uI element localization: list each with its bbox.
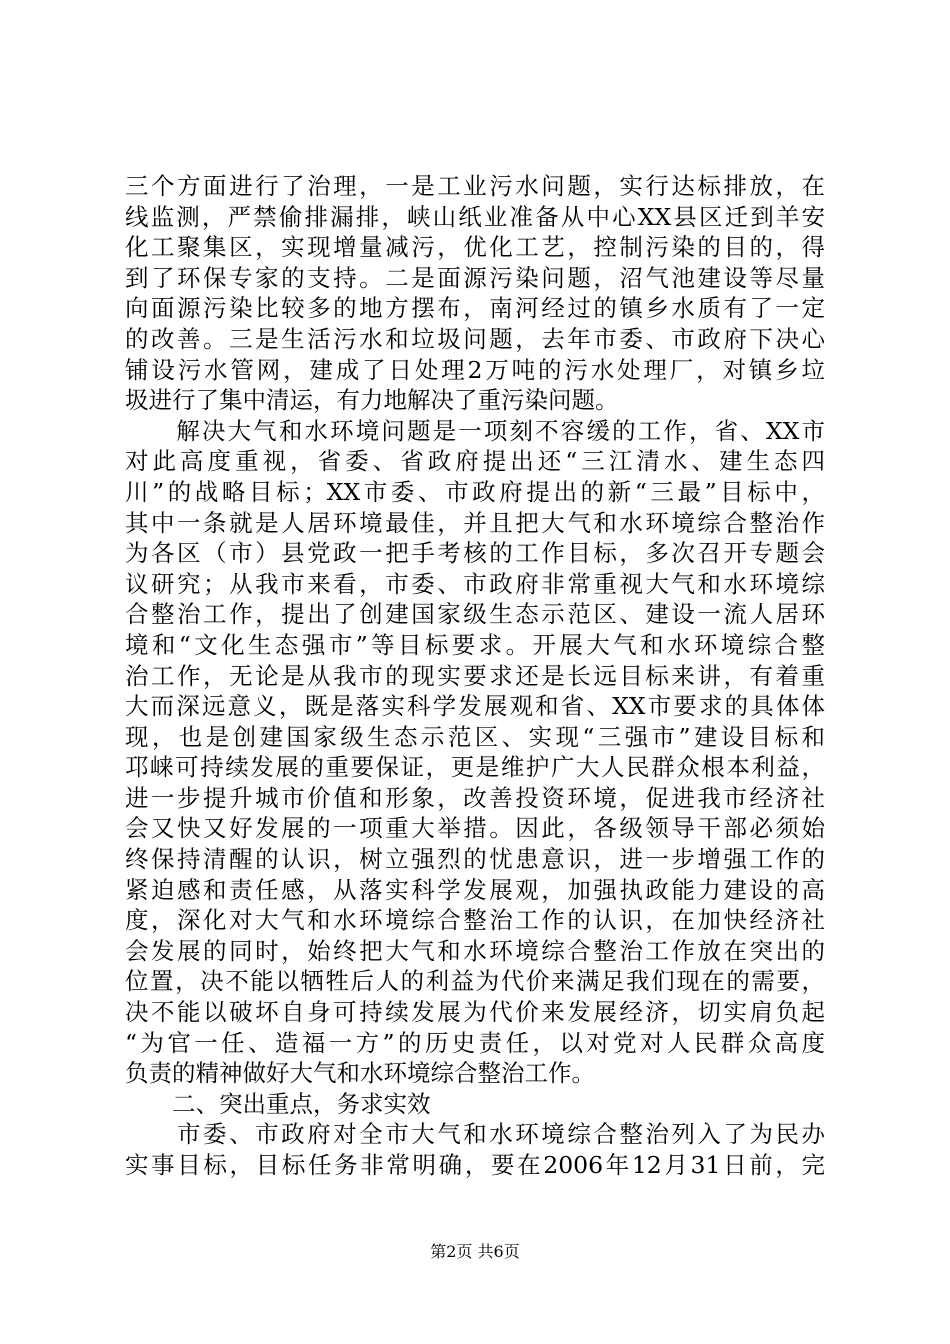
text-line: 合整治工作，提出了创建国家级生态示范区、建设一流人居环	[125, 600, 825, 629]
body-text	[125, 171, 825, 1181]
text-line: 化工聚集区，实现增量减污，优化工艺，控制污染的目的，得	[125, 233, 825, 262]
text-line: “为官一任、造福一方”的历史责任，以对党对人民群众高度	[125, 1028, 825, 1057]
text-line: 的改善。三是生活污水和垃圾问题，去年市委、市政府下决心	[125, 324, 825, 353]
text-line: 决不能以破坏自身可持续发展为代价来发展经济，切实肩负起	[125, 998, 825, 1027]
text-line: 圾进行了集中清运，有力地解决了重污染问题。	[125, 386, 619, 415]
text-line: 位置，决不能以牺牲后人的利益为代价来满足我们现在的需要，	[125, 967, 825, 996]
text-line: 进一步提升城市价值和形象，改善投资环境，促进我市经济社	[125, 783, 825, 812]
text-line: 川”的战略目标；XX市委、市政府提出的新“三最”目标中，	[125, 477, 825, 506]
text-line: 线监测，严禁偷排漏排，峡山纸业准备从中心XX县区迁到羊安	[125, 202, 825, 231]
text-line: 为各区（市）县党政一把手考核的工作目标，多次召开专题会	[125, 539, 825, 568]
page-number-footer: 第2页 共6页	[430, 1242, 520, 1261]
text-line: 向面源污染比较多的地方摆布，南河经过的镇乡水质有了一定	[125, 294, 825, 323]
text-line: 实事目标，目标任务非常明确，要在2006年12月31日前，完	[125, 1151, 825, 1179]
text-line: 度，深化对大气和水环境综合整治工作的认识，在加快经济社	[125, 906, 825, 935]
text-line: 三个方面进行了治理，一是工业污水问题，实行达标排放，在	[125, 172, 825, 200]
text-line: 对此高度重视，省委、省政府提出还“三江清水、建生态四	[125, 447, 825, 476]
text-line: 治工作，无论是从我市的现实要求还是长远目标来讲，有着重	[125, 661, 825, 690]
text-line: 议研究；从我市来看，市委、市政府非常重视大气和水环境综	[125, 569, 825, 598]
text-line: 终保持清醒的认识，树立强烈的忧患意识，进一步增强工作的	[125, 845, 825, 874]
section-heading: 二、突出重点，务求实效	[125, 1089, 431, 1118]
text-line: 解决大气和水环境问题是一项刻不容缓的工作，省、XX市	[125, 416, 825, 445]
text-line: 负责的精神做好大气和水环境综合整治工作。	[125, 1059, 595, 1088]
text-line: 到了环保专家的支持。二是面源污染问题，沼气池建设等尽量	[125, 263, 825, 292]
text-line: 邛崃可持续发展的重要保证，更是维护广大人民群众根本利益，	[125, 753, 825, 782]
text-line: 现，也是创建国家级生态示范区、实现“三强市”建设目标和	[125, 722, 825, 751]
text-line: 大而深远意义，既是落实科学发展观和省、XX市要求的具体体	[125, 692, 825, 721]
text-line: 其中一条就是人居环境最佳，并且把大气和水环境综合整治作	[125, 508, 825, 537]
text-line: 会发展的同时，始终把大气和水环境综合整治工作放在突出的	[125, 936, 825, 965]
text-line: 紧迫感和责任感，从落实科学发展观，加强执政能力建设的高	[125, 875, 825, 904]
text-line: 境和“文化生态强市”等目标要求。开展大气和水环境综合整	[125, 630, 825, 659]
text-line: 铺设污水管网，建成了日处理2万吨的污水处理厂，对镇乡垃	[125, 355, 825, 384]
text-line: 市委、市政府对全市大气和水环境综合整治列入了为民办	[125, 1120, 825, 1149]
text-line: 会又快又好发展的一项重大举措。因此，各级领导干部必须始	[125, 814, 825, 843]
